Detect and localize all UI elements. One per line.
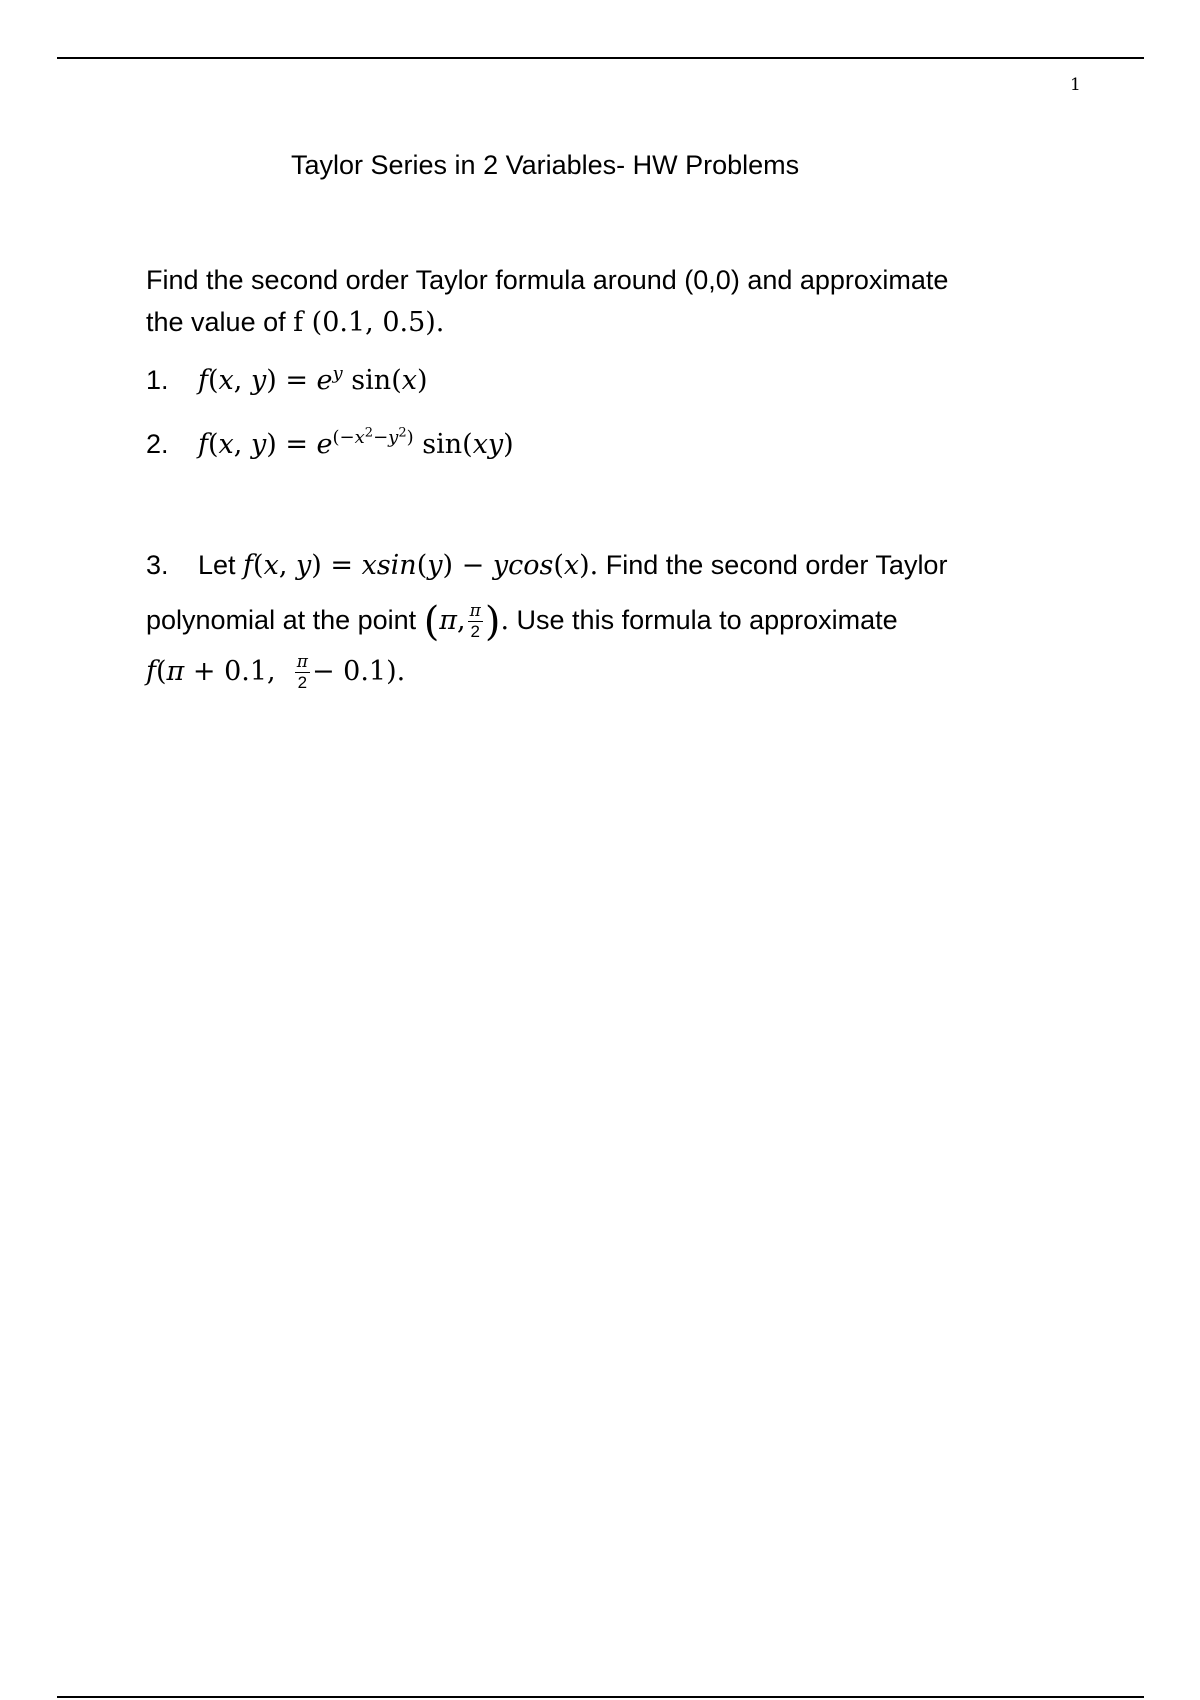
document-title: Taylor Series in 2 Variables- HW Problems xyxy=(291,150,800,180)
problem-3-function: f(x, y) = xsin(y) − ycos(x). xyxy=(243,550,599,581)
intro-line-2-math: f (0.1, 0.5). xyxy=(293,307,445,338)
problem-2-formula: f(x, $y) = e^{(-x^2-y^2)}$ sin(xy) xyxy=(198,425,514,460)
intro-line-1: Find the second order Taylor formula around (0,0) and approximate xyxy=(146,265,949,295)
problem-1-number: 1. xyxy=(146,365,169,395)
problem-3-line-2-suffix: Use this formula to approximate xyxy=(509,605,898,635)
top-rule xyxy=(57,57,1144,59)
page-number: 1 xyxy=(1070,75,1081,95)
problem-3-number: 3. xyxy=(146,550,169,580)
problem-3-approximation: f(π + 0.1, $\frac{\pi}{2}$ − 0.1). xyxy=(146,652,406,692)
bottom-rule xyxy=(57,1696,1144,1698)
fraction-pi-over-2-b: $\frac{\pi}{2}$ xyxy=(296,652,308,692)
problem-3-point: (π, $\frac{\pi}{2}$ ). xyxy=(423,599,510,645)
fraction-pi-over-2: $\frac{\pi}{2}$ xyxy=(469,601,481,641)
problem-3-line-1-suffix: Find the second order Taylor xyxy=(598,550,948,580)
intro-line-2-text: the value of xyxy=(146,307,294,337)
problem-3-line-2-prefix: polynomial at the point xyxy=(146,605,424,635)
problem-2-number: 2. xyxy=(146,429,169,459)
problem-1-formula: f(x, $y) = e^y$ sin(x) xyxy=(198,363,428,396)
problem-2 xyxy=(146,425,514,461)
problem-3-line-3 xyxy=(146,654,405,691)
problem-3-let: Let xyxy=(198,550,244,580)
intro-line-2 xyxy=(146,306,444,339)
problem-1 xyxy=(146,364,428,397)
problem-3-line-1 xyxy=(146,549,947,582)
problem-3-line-2 xyxy=(146,598,898,646)
